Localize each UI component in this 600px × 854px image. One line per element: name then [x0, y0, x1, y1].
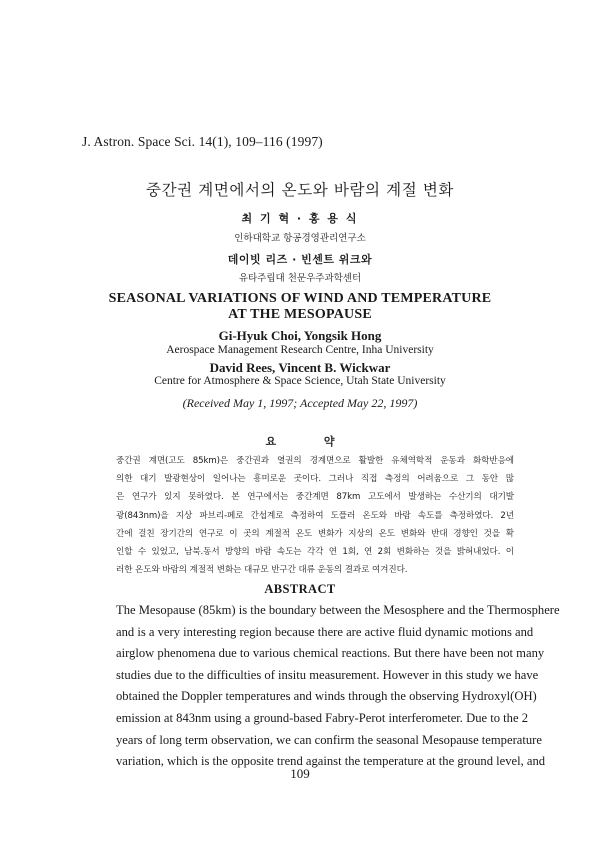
- journal-citation: J. Astron. Space Sci. 14(1), 109–116 (1997): [82, 134, 323, 149]
- korean-authors-1: 최 기 혁 · 홍 용 식: [241, 212, 359, 225]
- english-authors-1: Gi-Hyuk Choi, Yongsik Hong: [218, 328, 382, 343]
- english-abstract-body: [116, 600, 560, 773]
- english-authors-2: David Rees, Vincent B. Wickwar: [209, 360, 391, 375]
- korean-abstract-heading: 요 약: [265, 435, 357, 448]
- received-dates: (Received May 1, 1997; Accepted May 22, 1997): [182, 396, 418, 410]
- english-abstract-line: The Mesopause (85km) is the boundary between the Mesosphere and the Thermosphere: [116, 603, 560, 617]
- korean-abstract-line: 광(843nm)을 지상 파브리-페로 간섭계로 측정하여 도플러 온도와 바람 속도를 측정하였다. 2년: [116, 510, 514, 521]
- korean-authors-2: 데이빗 리즈 · 빈센트 위크와: [227, 253, 373, 266]
- korean-title: 중간권 계면에서의 온도와 바람의 계절 변화: [146, 181, 454, 199]
- korean-abstract-line: 은 연구가 있지 못하였다. 본 연구에서는 중간계면 87km 고도에서 발생하는 수산기의 대기발: [116, 492, 514, 503]
- english-abstract-line: variation, which is the opposite trend against the temperature at the ground level, and: [116, 754, 546, 769]
- english-abstract-line: and is a very interesting region because there are active fluid dynamic motions and: [116, 624, 534, 639]
- english-title: [0, 291, 600, 323]
- korean-abstract-line: 러한 온도와 바람의 계절적 변화는 대규모 반구간 대류 운동의 결과로 여겨진다.: [116, 565, 408, 576]
- page-number: 109: [290, 766, 310, 781]
- english-title-line-1: SEASONAL VARIATIONS OF WIND AND TEMPERATURE: [108, 291, 492, 306]
- english-abstract-line: obtained the Doppler temperatures and winds through the observing Hydroxyl(OH): [116, 689, 537, 704]
- korean-abstract-body: [116, 452, 514, 579]
- english-abstract-line: airglow phenomena due to various chemical reactions. But there have been not many: [116, 646, 545, 661]
- english-abstract-heading: ABSTRACT: [264, 582, 336, 596]
- korean-abstract-line: 의한 대기 발광현상이 일어나는 흥미로운 곳이다. 그러나 직접 측정의 어려움으로 그 동안 많: [116, 474, 514, 485]
- korean-affiliation-1: 인하대학교 항공경영관리연구소: [234, 233, 366, 244]
- english-abstract-line: years of long term observation, we can confirm the seasonal Mesopause temperature: [116, 732, 542, 747]
- korean-affiliation-2: 유타주립대 천문우주과학센터: [238, 273, 362, 284]
- english-abstract-line: emission at 843nm using a ground-based Fabry-Perot interferometer. Due to the 2: [116, 710, 529, 725]
- korean-abstract-line: 인할 수 있었고, 남북.동서 방향의 바람 속도는 각각 연 1회, 연 2회 변화하는 것을 밝혀내었다. 이: [116, 547, 514, 558]
- korean-abstract-line: 간에 걸친 장기간의 연구로 이 곳의 계절적 온도 변화가 지상의 온도 변화와 반대 경향인 것을 확: [116, 528, 514, 539]
- english-affiliation-2: Centre for Atmosphere & Space Science, Utah State University: [154, 375, 446, 387]
- korean-abstract-line: 중간권 계면(고도 85km)은 중간권과 열권의 경계면으로 활발한 유체역학적 운동과 화학반응에: [116, 456, 514, 466]
- english-affiliation-1: Aerospace Management Research Centre, Inha University: [166, 344, 434, 356]
- english-title-line-2: AT THE MESOPAUSE: [228, 307, 372, 322]
- english-abstract-line: studies due to the difficulties of insitu measurement. However in this study we have: [116, 667, 539, 682]
